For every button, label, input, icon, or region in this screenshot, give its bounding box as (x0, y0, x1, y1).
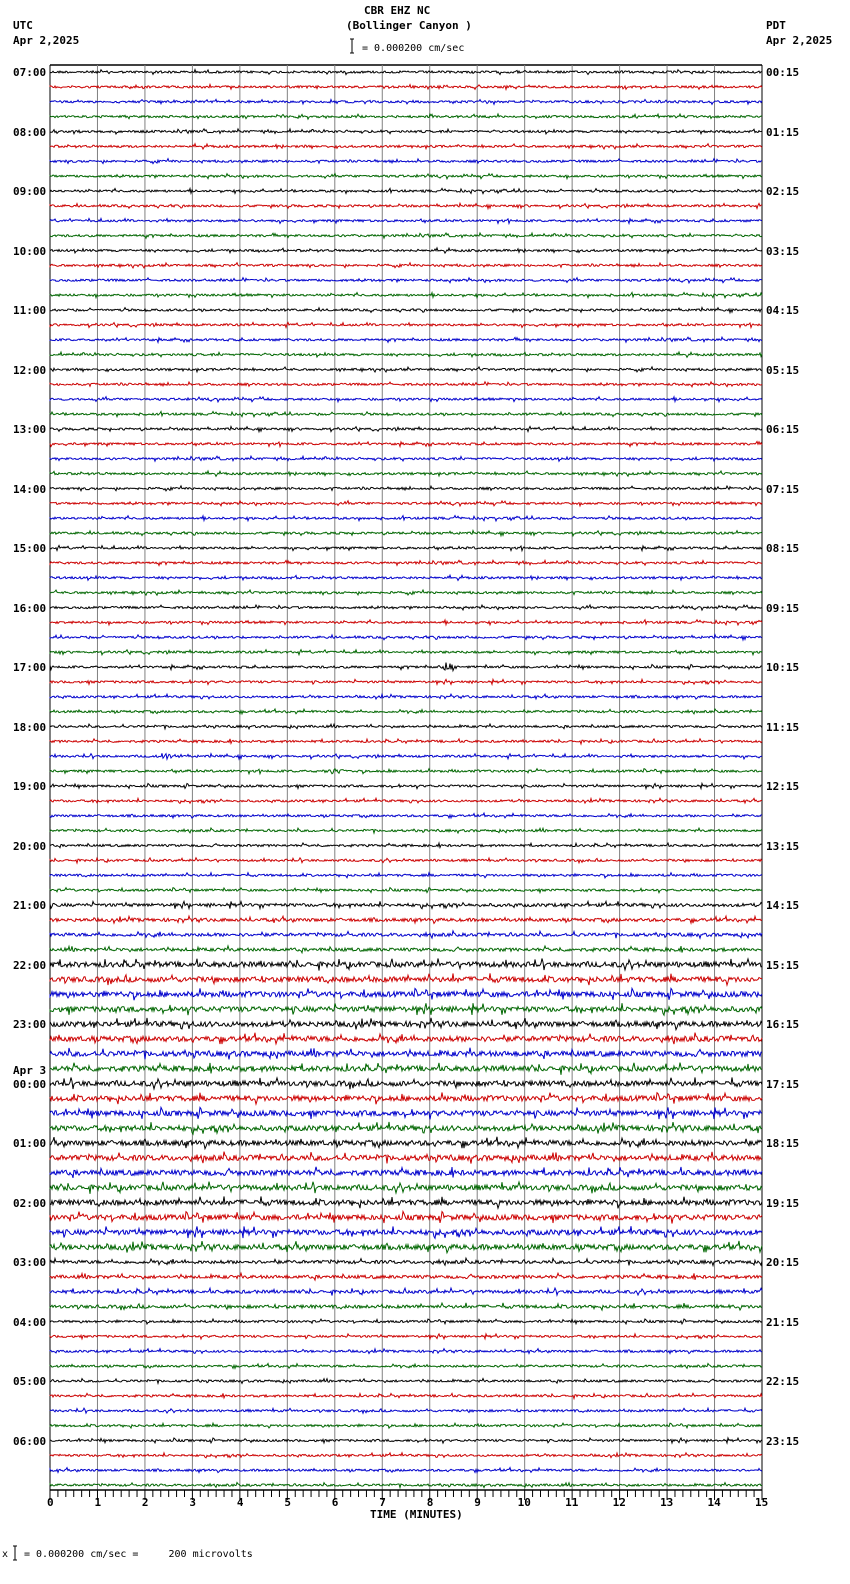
trace-line (50, 1197, 762, 1209)
station-title: CBR EHZ NC (364, 4, 431, 17)
trace-line (50, 1226, 762, 1238)
trace-line (50, 679, 762, 684)
footer-marker: x (2, 1549, 9, 1560)
trace-line (50, 709, 762, 714)
pdt-hour-label: 12:15 (766, 780, 800, 793)
trace-line (50, 114, 762, 119)
utc-hour-label: 14:00 (13, 482, 47, 496)
pdt-hour-label: 03:15 (766, 244, 800, 258)
trace-line (50, 263, 762, 268)
x-tick-label: 8 (426, 1496, 434, 1509)
utc-hour-label: 11:00 (13, 304, 47, 317)
left-timezone: UTC (13, 19, 33, 32)
trace-line (50, 798, 762, 803)
trace-line (50, 501, 762, 506)
trace-line (50, 1152, 762, 1164)
trace-line (50, 1078, 762, 1090)
x-axis-label: TIME (MINUTES) (370, 1508, 463, 1521)
utc-hour-label: 10:00 (13, 244, 47, 258)
trace-line (50, 1334, 762, 1339)
utc-hour-label: 07:00 (13, 66, 47, 79)
trace-line (50, 1288, 762, 1295)
trace-line (50, 248, 762, 253)
right-date: Apr 2,2025 (766, 34, 833, 47)
x-tick-label: 12 (612, 1496, 626, 1509)
pdt-hour-label: 23:15 (766, 1434, 800, 1448)
trace-line (50, 70, 762, 75)
pdt-hour-label: 20:15 (766, 1256, 800, 1269)
utc-hour-label: 06:00 (13, 1434, 47, 1448)
trace-line (50, 858, 762, 863)
utc-hour-label: 08:00 (13, 125, 47, 139)
trace-line (50, 1122, 762, 1134)
trace-line (50, 739, 762, 744)
trace-line (50, 813, 762, 818)
trace-line (50, 337, 762, 342)
utc-hour-label: 04:00 (13, 1315, 47, 1329)
pdt-hour-label: 00:15 (766, 66, 800, 79)
pdt-hour-label: 13:15 (766, 839, 800, 853)
trace-line (50, 516, 762, 521)
footer-scale: = 0.000200 cm/sec = 200 microvolts (24, 1549, 253, 1560)
trace-line (50, 531, 762, 536)
trace-line (50, 203, 762, 208)
trace-line (50, 486, 762, 491)
trace-line (50, 753, 762, 759)
utc-hour-label: 00:00 (13, 1077, 47, 1091)
utc-hour-label: 09:00 (13, 185, 47, 198)
trace-line (50, 828, 762, 833)
x-tick-label: 1 (94, 1496, 102, 1509)
x-tick-label: 9 (474, 1496, 481, 1509)
trace-line (50, 843, 762, 848)
trace-line (50, 1033, 762, 1045)
x-tick-label: 6 (331, 1496, 339, 1509)
pdt-hour-label: 08:15 (766, 542, 800, 555)
x-tick-label: 11 (565, 1496, 579, 1509)
utc-hour-label: 13:00 (13, 423, 47, 436)
trace-line (50, 1393, 762, 1398)
trace-line (50, 946, 762, 953)
trace-line (50, 635, 762, 640)
pdt-hour-label: 06:15 (766, 423, 800, 436)
trace-line (50, 560, 762, 565)
pdt-hour-label: 21:15 (766, 1315, 800, 1329)
pdt-hour-label: 11:15 (766, 720, 800, 734)
trace-line (50, 85, 762, 90)
trace-line (50, 1107, 762, 1119)
trace-line (50, 724, 762, 729)
utc-hour-label: 23:00 (13, 1018, 47, 1031)
left-date: Apr 2,2025 (13, 34, 80, 47)
trace-line (50, 1048, 762, 1060)
trace-line (50, 1212, 762, 1224)
utc-hour-label: 05:00 (13, 1375, 47, 1388)
trace-line (50, 1423, 762, 1428)
trace-line (50, 1167, 762, 1178)
x-tick-label: 2 (141, 1496, 149, 1509)
trace-line (50, 174, 762, 179)
trace-line (50, 663, 762, 671)
utc-hour-label: 16:00 (13, 601, 47, 615)
pdt-hour-label: 05:15 (766, 363, 800, 377)
trace-line (50, 1241, 762, 1253)
trace-line (50, 1483, 762, 1488)
trace-line (50, 931, 762, 938)
utc-hour-label: 02:00 (13, 1196, 47, 1210)
trace-line (50, 916, 762, 923)
trace-line (50, 159, 762, 164)
trace-line (50, 901, 762, 908)
station-location: (Bollinger Canyon ) (346, 19, 472, 32)
scale-legend: = 0.000200 cm/sec (362, 43, 465, 54)
pdt-hour-label: 18:15 (766, 1137, 800, 1150)
trace-line (50, 293, 762, 298)
trace-line (50, 575, 762, 580)
pdt-hour-label: 17:15 (766, 1077, 800, 1091)
trace-line (50, 412, 762, 417)
trace-line (50, 352, 762, 357)
trace-line (50, 1303, 762, 1310)
pdt-hour-label: 19:15 (766, 1196, 800, 1210)
x-tick-label: 10 (517, 1496, 531, 1509)
utc-hour-label: 01:00 (13, 1137, 47, 1150)
trace-line (50, 1364, 762, 1369)
pdt-hour-label: 16:15 (766, 1018, 800, 1031)
trace-line (50, 1003, 762, 1015)
trace-line (50, 1018, 762, 1030)
trace-line (50, 367, 762, 372)
trace-line (50, 322, 762, 327)
utc-hour-label: 12:00 (13, 363, 47, 377)
trace-line (50, 694, 762, 699)
pdt-hour-label: 09:15 (766, 601, 800, 615)
pdt-hour-label: 15:15 (766, 958, 800, 972)
trace-line (50, 873, 762, 878)
trace-line (50, 233, 762, 238)
utc-hour-label: 15:00 (13, 542, 47, 555)
utc-hour-label: 03:00 (13, 1256, 47, 1269)
x-tick-label: 13 (660, 1496, 674, 1509)
trace-line (50, 1093, 762, 1105)
trace-line (50, 427, 762, 432)
trace-line (50, 784, 762, 789)
utc-hour-label: 21:00 (13, 899, 47, 912)
date-change-label: Apr 3 (13, 1063, 47, 1077)
pdt-hour-label: 07:15 (766, 482, 800, 496)
trace-line (50, 188, 762, 193)
pdt-hour-label: 10:15 (766, 661, 800, 674)
trace-line (50, 605, 762, 610)
trace-line (50, 1468, 762, 1473)
trace-line (50, 769, 762, 774)
x-tick-label: 4 (236, 1496, 244, 1509)
trace-line (50, 1349, 762, 1354)
trace-line (50, 546, 762, 551)
trace-line (50, 99, 762, 104)
pdt-hour-label: 22:15 (766, 1375, 800, 1388)
pdt-hour-label: 02:15 (766, 185, 800, 198)
trace-line (50, 144, 762, 149)
pdt-hour-label: 14:15 (766, 899, 800, 912)
trace-line (50, 1408, 762, 1413)
trace-line (50, 456, 762, 461)
trace-line (50, 973, 762, 985)
trace-line (50, 382, 762, 387)
trace-line (50, 620, 762, 625)
utc-hour-label: 22:00 (13, 958, 47, 972)
trace-line (50, 888, 762, 893)
trace-line (50, 1438, 762, 1443)
trace-line (50, 1182, 762, 1194)
trace-line (50, 988, 762, 1000)
trace-line (50, 1137, 762, 1149)
trace-line (50, 397, 762, 402)
trace-line (50, 1258, 762, 1265)
trace-line (50, 1379, 762, 1384)
pdt-hour-label: 04:15 (766, 304, 800, 317)
x-tick-label: 3 (189, 1496, 197, 1509)
trace-line (50, 442, 762, 447)
x-tick-label: 14 (707, 1496, 721, 1509)
trace-line (50, 959, 762, 971)
trace-line (50, 1319, 762, 1324)
x-tick-label: 7 (379, 1496, 386, 1509)
utc-hour-label: 20:00 (13, 839, 47, 853)
trace-line (50, 471, 762, 476)
x-tick-label: 5 (284, 1496, 291, 1509)
trace-line (50, 278, 762, 283)
utc-hour-label: 18:00 (13, 720, 47, 734)
utc-hour-label: 19:00 (13, 780, 47, 793)
pdt-hour-label: 01:15 (766, 125, 800, 139)
right-timezone: PDT (766, 19, 786, 32)
trace-line (50, 650, 762, 655)
trace-line (50, 308, 762, 313)
trace-line (50, 1453, 762, 1458)
x-tick-label: 15 (755, 1496, 769, 1509)
trace-line (50, 129, 762, 134)
trace-line (50, 1063, 762, 1075)
trace-line (50, 219, 762, 224)
x-tick-label: 0 (47, 1496, 54, 1509)
trace-line (50, 590, 762, 595)
trace-line (50, 1273, 762, 1280)
utc-hour-label: 17:00 (13, 661, 47, 674)
